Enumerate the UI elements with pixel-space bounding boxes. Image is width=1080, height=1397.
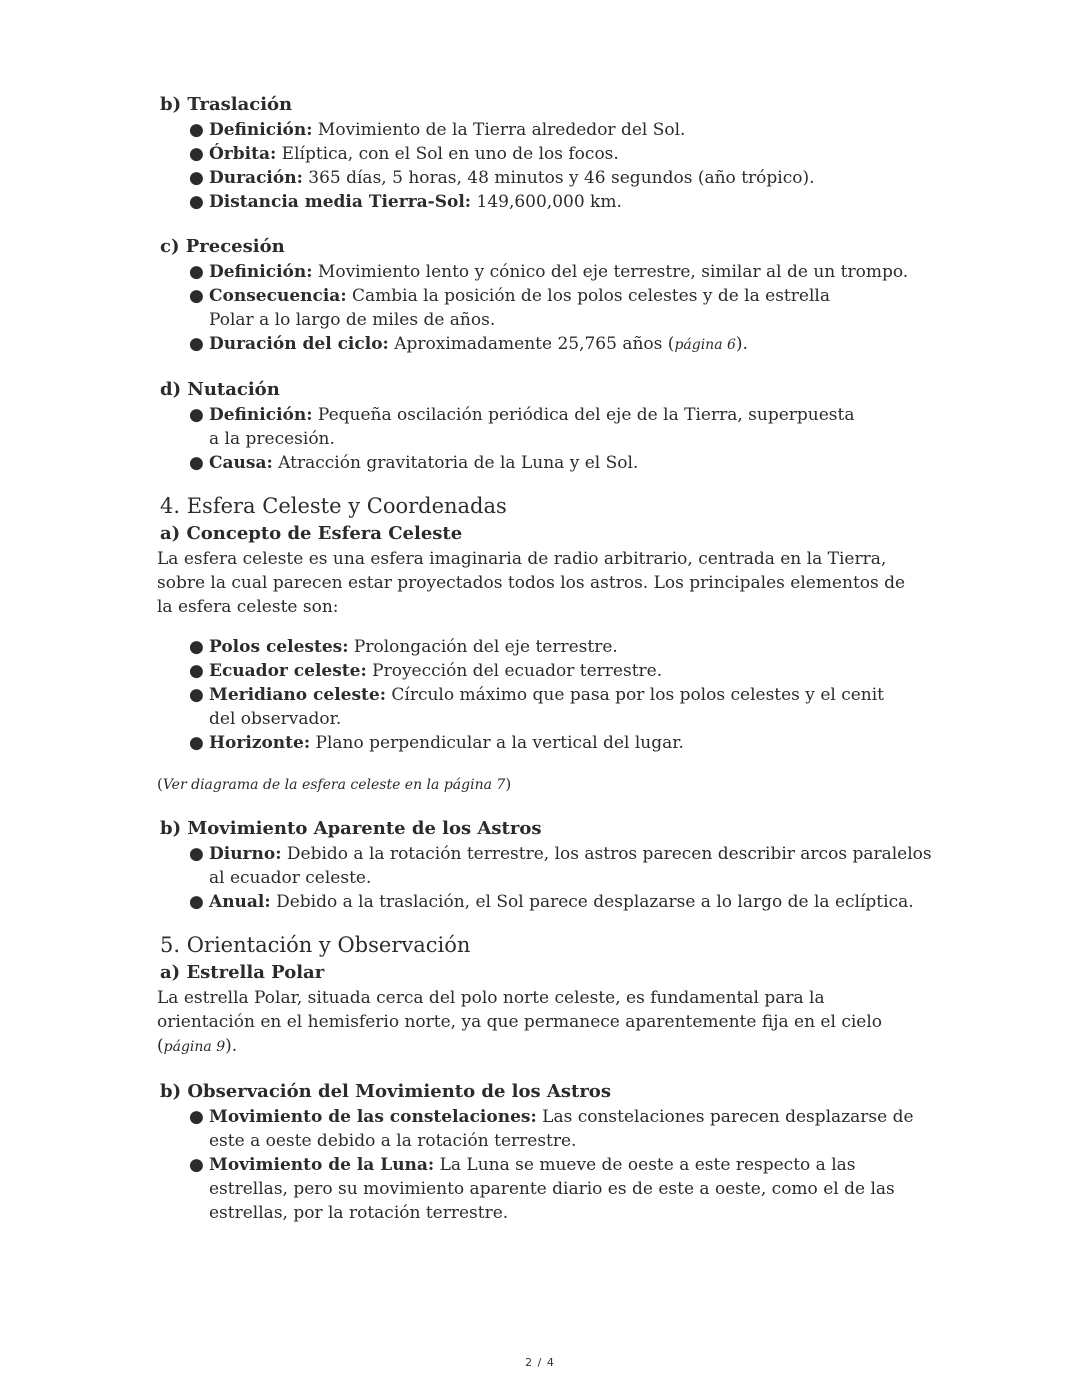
- list-item: ● Movimiento de la Luna: La Luna se mueve de oeste a este respecto a las estrellas, pero su movimiento aparente diario es de este a oeste, como el de las estrellas, por la rotación terrestre.: [189, 1155, 895, 1223]
- paragraph-estrella-polar: La estrella Polar, situada cerca del polo norte celeste, es fundamental para la orientación en el hemisferio norte, ya que permanece aparentemente fija en el cielo (página 9).: [157, 988, 883, 1056]
- list-precesion: [157, 260, 937, 357]
- heading-precesion: c) Precesión: [160, 236, 285, 257]
- list-item: ● Definición: Movimiento lento y cónico del eje terrestre, similar al de un trompo.: [189, 262, 909, 282]
- page-reference: página 6: [674, 337, 736, 353]
- section-title-orientacion: 5. Orientación y Observación: [160, 933, 471, 957]
- list-item: ● Consecuencia: Cambia la posición de los polos celestes y de la estrella Polar a lo largo de miles de años.: [189, 286, 830, 330]
- list-nutacion: [157, 403, 937, 475]
- heading-nutacion: d) Nutación: [160, 379, 280, 400]
- document-page: [157, 92, 937, 1225]
- heading-movimiento-aparente: b) Movimiento Aparente de los Astros: [160, 818, 542, 839]
- list-item: ● Horizonte: Plano perpendicular a la vertical del lugar.: [189, 733, 684, 753]
- heading-concepto: a) Concepto de Esfera Celeste: [160, 523, 463, 544]
- list-item: ● Distancia media Tierra-Sol: 149,600,000 km.: [189, 192, 622, 212]
- list-item: ● Anual: Debido a la traslación, el Sol parece desplazarse a lo largo de la eclíptica.: [189, 892, 914, 912]
- list-item: ● Meridiano celeste: Círculo máximo que pasa por los polos celestes y el cenit del observador.: [189, 685, 885, 729]
- heading-estrella-polar: a) Estrella Polar: [160, 962, 325, 983]
- diagram-note: (Ver diagrama de la esfera celeste en la página 7): [157, 775, 512, 793]
- heading-traslacion: b) Traslación: [160, 94, 293, 115]
- list-item: ● Definición: Movimiento de la Tierra alrededor del Sol.: [189, 120, 686, 140]
- page-reference: página 9: [163, 1039, 226, 1055]
- list-item: ● Causa: Atracción gravitatoria de la Luna y el Sol.: [189, 453, 639, 473]
- list-item: ● Movimiento de las constelaciones: Las constelaciones parecen desplazarse de este a oeste debido a la rotación terrestre.: [189, 1107, 914, 1151]
- list-item: ● Polos celestes: Prolongación del eje terrestre.: [189, 637, 618, 657]
- list-movimiento-aparente: [157, 842, 937, 914]
- list-item: ● Duración del ciclo: Aproximadamente 25,765 años (página 6).: [189, 334, 748, 354]
- list-esfera-elementos: [157, 635, 937, 755]
- list-item: ● Ecuador celeste: Proyección del ecuador terrestre.: [189, 661, 663, 681]
- list-item: ● Órbita: Elíptica, con el Sol en uno de los focos.: [189, 144, 619, 164]
- page-number: 2 / 4: [525, 1356, 555, 1369]
- heading-observacion: b) Observación del Movimiento de los Astros: [160, 1081, 611, 1102]
- list-item: ● Diurno: Debido a la rotación terrestre, los astros parecen describir arcos paralelos al ecuador celeste.: [189, 844, 932, 888]
- list-observacion: [157, 1105, 937, 1225]
- list-item: ● Duración: 365 días, 5 horas, 48 minutos y 46 segundos (año trópico).: [189, 168, 815, 188]
- list-traslacion: [157, 118, 937, 214]
- section-title-esfera: 4. Esfera Celeste y Coordenadas: [160, 494, 507, 518]
- paragraph-concepto: La esfera celeste es una esfera imaginaria de radio arbitrario, centrada en la Tierra, sobre la cual parecen estar proyectados todos los astros. Los principales elementos de la esfera celeste son:: [157, 549, 906, 617]
- list-item: ● Definición: Pequeña oscilación periódica del eje de la Tierra, superpuesta a la precesión.: [189, 405, 855, 449]
